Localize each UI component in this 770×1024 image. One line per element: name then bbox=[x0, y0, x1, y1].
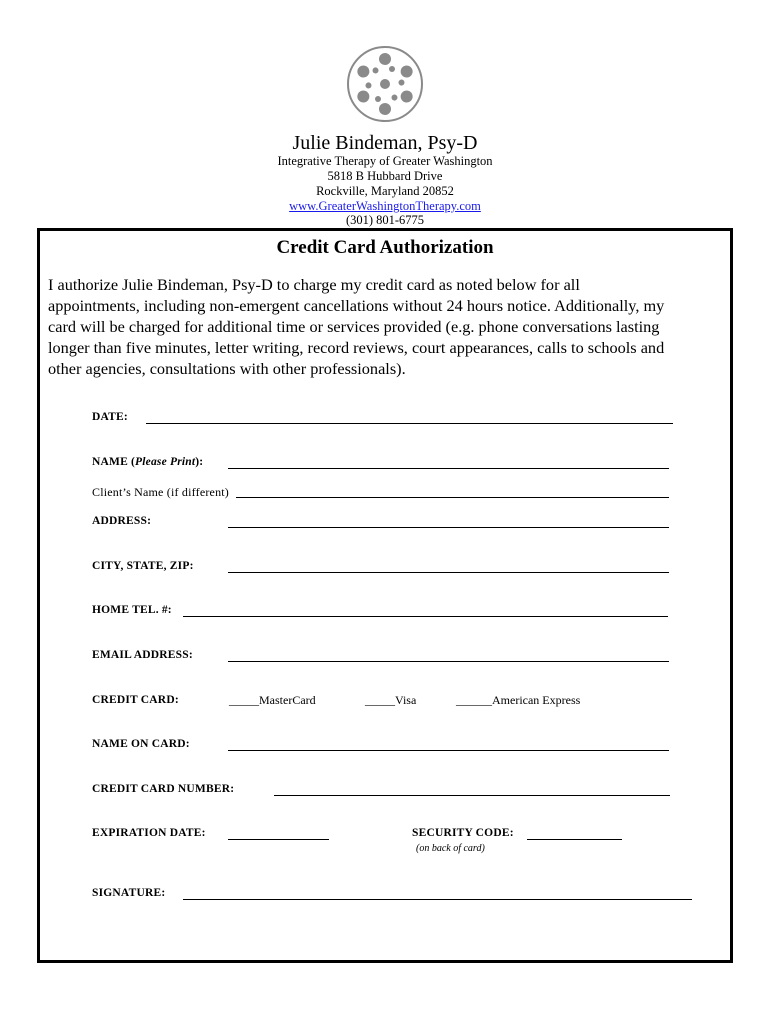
please-print-note: Please Print bbox=[135, 456, 196, 468]
organization-name: Integrative Therapy of Greater Washington bbox=[277, 154, 493, 168]
address-label: ADDRESS: bbox=[92, 515, 152, 527]
website-link[interactable]: www.GreaterWashingtonTherapy.com bbox=[289, 199, 481, 213]
form-title: Credit Card Authorization bbox=[276, 237, 494, 258]
signature-field[interactable] bbox=[183, 899, 692, 900]
security-code-note: (on back of card) bbox=[416, 843, 485, 854]
name-on-card-field[interactable] bbox=[228, 750, 669, 751]
therapy-logo-icon bbox=[346, 45, 424, 123]
city-state-zip-field[interactable] bbox=[228, 572, 669, 573]
client-name-label: Client’s Name (if different) bbox=[92, 485, 230, 499]
authorization-form bbox=[37, 228, 733, 963]
email-field[interactable] bbox=[228, 661, 669, 662]
security-code-field[interactable] bbox=[527, 839, 622, 840]
city-state-zip-label: CITY, STATE, ZIP: bbox=[92, 560, 194, 572]
card-number-field[interactable] bbox=[274, 795, 670, 796]
expiration-date-label: EXPIRATION DATE: bbox=[92, 827, 206, 839]
name-field[interactable] bbox=[228, 468, 669, 469]
statement-line: other agencies, consultations with other professionals). bbox=[48, 359, 406, 378]
visa-option[interactable]: _____Visa bbox=[365, 693, 417, 707]
statement-line: I authorize Julie Bindeman, Psy-D to charge my credit card as noted below for all bbox=[48, 275, 580, 294]
authorization-statement bbox=[48, 274, 728, 379]
phone-number: (301) 801-6775 bbox=[345, 213, 425, 227]
credit-card-label: CREDIT CARD: bbox=[92, 694, 179, 706]
name-label: NAME (Please Print): bbox=[92, 456, 204, 468]
email-label: EMAIL ADDRESS: bbox=[92, 649, 193, 661]
card-number-label: CREDIT CARD NUMBER: bbox=[92, 783, 235, 795]
address-field[interactable] bbox=[228, 527, 669, 528]
mastercard-option[interactable]: _____MasterCard bbox=[229, 693, 316, 707]
statement-line: longer than five minutes, letter writing, record reviews, court appearances, calls to schools and bbox=[48, 338, 665, 357]
statement-line: card will be charged for additional time or services provided (e.g. phone conversations lasting bbox=[48, 317, 660, 336]
expiration-date-field[interactable] bbox=[228, 839, 329, 840]
street-address: 5818 B Hubbard Drive bbox=[327, 169, 443, 183]
statement-line: appointments, including non-emergent cancellations without 24 hours notice. Additionally, my bbox=[48, 296, 665, 315]
client-name-field[interactable] bbox=[236, 497, 669, 498]
name-on-card-label: NAME ON CARD: bbox=[92, 738, 190, 750]
home-tel-label: HOME TEL. #: bbox=[92, 604, 172, 616]
home-tel-field[interactable] bbox=[183, 616, 668, 617]
date-label: DATE: bbox=[92, 411, 128, 423]
date-field[interactable] bbox=[146, 423, 673, 424]
practitioner-name: Julie Bindeman, Psy-D bbox=[292, 132, 478, 154]
american-express-option[interactable]: ______American Express bbox=[456, 693, 581, 707]
security-code-label: SECURITY CODE: bbox=[412, 827, 514, 839]
signature-label: SIGNATURE: bbox=[92, 887, 166, 899]
city-address: Rockville, Maryland 20852 bbox=[316, 184, 454, 198]
